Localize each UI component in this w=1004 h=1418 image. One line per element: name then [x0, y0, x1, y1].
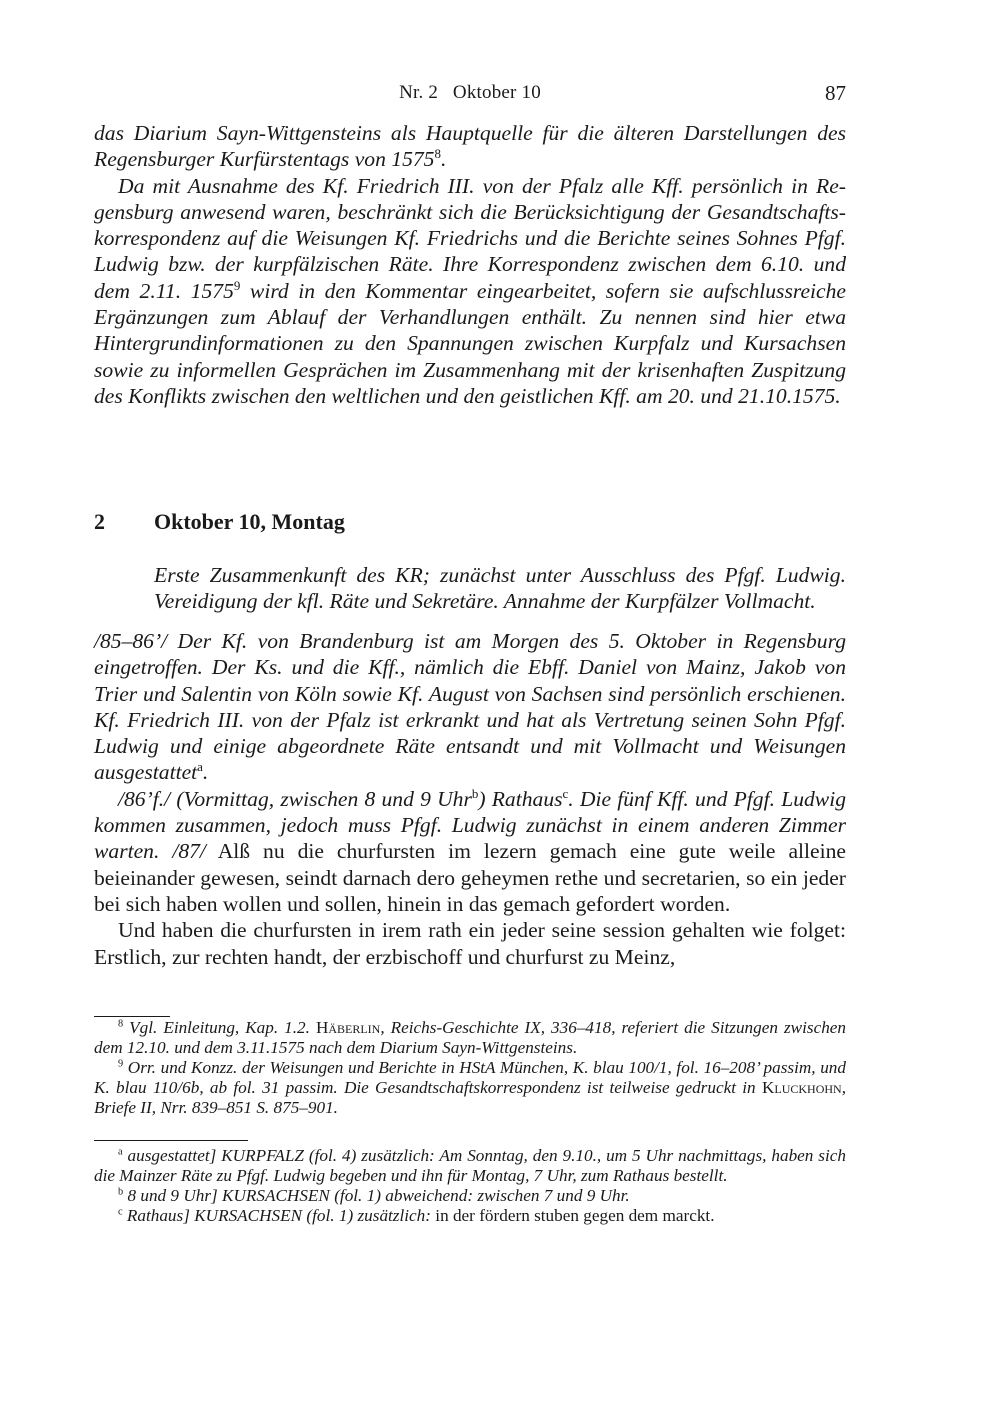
footnote-marker-8: 8 [118, 1018, 124, 1030]
footnote-separator-numeric [94, 1016, 170, 1017]
footnote-9-text-a: Orr. und Konzz. der Weisungen und Berichte in HStA München, K. blau 100/1, fol. 16–208’ passim, und K. blau 110/6b, ab fol. 31 passim. Die Gesandtschaftskorrespondenz ist teilweise gedruckt in [94, 1058, 846, 1097]
document-number: 2 [94, 509, 105, 534]
footnote-marker-b: b [118, 1186, 124, 1198]
intro-paragraph-1-end: . [440, 147, 447, 172]
intro-paragraph-2-text-b: wird in den Kommentar eingearbeitet, sofern sie aufschlussreiche Ergänzungen zum Ablauf der Verhandlungen enthält. Zu nennen sind hier etwa Hintergrundinformationen zu den Spannungen zwischen Kurpfalz und Kursachsen sowie zu informellen Gesprächen im Zusammenhang mit der krisenhaften Zuspitzung des Konflikts zwischen den weltlichen und den geistlichen Kff. am 20. und 21.10.1575. [94, 278, 846, 408]
footnote-b [94, 1186, 846, 1206]
footnote-b-text: 8 und 9 Uhr] KURSACHSEN (fol. 1) abweichend: zwischen 7 und 9 Uhr. [127, 1186, 630, 1205]
body-paragraph-1 [94, 628, 846, 786]
document-title: Oktober 10, Montag [154, 509, 345, 534]
footnote-9-text-b: , Briefe II, Nrr. 839–851 S. 875–901. [94, 1078, 846, 1117]
intro-paragraph-2-text-a: Da mit Ausnahme des Kf. Friedrich III. von der Pfalz alle Kff. persönlich in Regensburg anwesend waren, beschränkt sich die Berücksichtigung der Gesandtschaftskorrespondenz auf die Weisungen Kf. Friedrichs und die Berichte seines Sohnes Pfgf. Ludwig bzw. der kurpfälzischen Räte. Ihre Korrespondenz zwischen dem 6.10. und dem 2.11. 1575 [94, 173, 846, 303]
footnote-marker-a: a [118, 1146, 123, 1158]
footnotes-textual [94, 1146, 846, 1226]
footnote-marker-9: 9 [118, 1058, 124, 1070]
footnotes-numeric [94, 1018, 846, 1118]
footnote-separator-textual [94, 1140, 248, 1141]
running-head-title: Nr. 2 Oktober 10 [399, 82, 541, 103]
body-paragraph-2 [94, 786, 846, 917]
footnote-8-author: Häberlin [315, 1018, 381, 1037]
footnote-c-source-text: in der fördern stuben gegen dem marckt. [431, 1206, 715, 1225]
footnote-ref-8[interactable]: 8 [434, 146, 441, 162]
footnote-8-text-b: , Reichs-Geschichte IX, 336–418, referiert die Sitzungen zwischen dem 12.10. und dem 3.11.1575 nach dem Diarium Sayn-Wittgensteins. [94, 1018, 847, 1057]
document-summary: Erste Zusammenkunft des KR; zunächst unter Ausschluss des Pfgf. Ludwig. Vereidigung der kfl. Räte und Sekretäre. Annahme der Kurpfälzer Vollmacht. [154, 563, 846, 614]
body-paragraph-2-italic-3: . Die fünf Kff. und Pfgf. Ludwig kommen zusammen, jedoch muss Pfgf. Ludwig zunächst in einem anderen Zimmer warten. /87/ [94, 786, 846, 864]
footnote-a [94, 1146, 846, 1186]
footnote-9-author: Kluckhohn [761, 1078, 842, 1097]
footnote-c-text: Rathaus] KURSACHSEN (fol. 1) zusätzlich: [126, 1206, 431, 1225]
body-paragraph-1-end: . [202, 760, 209, 785]
footnote-ref-c[interactable]: c [562, 785, 569, 801]
footnote-ref-9[interactable]: 9 [233, 277, 241, 293]
page-number: 87 [825, 81, 846, 105]
intro-paragraph-2 [94, 173, 846, 410]
footnote-c [94, 1206, 846, 1226]
footnote-marker-c: c [118, 1206, 123, 1218]
intro-paragraph-1 [94, 120, 846, 173]
footnote-ref-b[interactable]: b [471, 785, 479, 801]
body-paragraph-2-source-text: Alß nu die churfursten im lezern gemach eine gute weile alleine beieinander gewesen, seindt darnach dero geheymen rethe und secretarien, so ein jeder bei sich haben wollen und sollen, hinein in das gemach gefordert worden. [94, 839, 847, 916]
footnote-ref-a[interactable]: a [197, 759, 203, 775]
document-body [94, 628, 846, 970]
body-paragraph-2-italic-2: ) Rathaus [478, 786, 563, 811]
running-head [94, 80, 846, 106]
body-paragraph-2-italic-1: /86’f./ (Vormittag, zwischen 8 und 9 Uhr [118, 786, 472, 811]
footnote-9 [94, 1058, 846, 1118]
body-paragraph-3: Und haben die churfursten in irem rath ein jeder seine session gehalten wie folget: Erstlich, zur rechten handt, der erzbischoff und churfurst zu Meinz, [94, 918, 846, 969]
footnote-8-text-a: Vgl. Einleitung, Kap. 1.2. [129, 1018, 316, 1037]
footnote-8 [94, 1018, 846, 1058]
intro-paragraph-1-text: das Diarium Sayn-Wittgensteins als Hauptquelle für die älteren Darstellungen des Regensburger Kurfürstentags von 1575 [94, 121, 846, 172]
footnote-a-text: ausgestattet] KURPFALZ (fol. 4) zusätzlich: Am Sonntag, den 9.10., um 5 Uhr nachmittags, haben sich die Mainzer Räte zu Pfgf. Ludwig begeben und ihn für Montag, 7 Uhr, zum Rathaus bestellt. [94, 1146, 846, 1185]
body-paragraph-1-text: /85–86’/ Der Kf. von Brandenburg ist am Morgen des 5. Oktober in Regensburg eingetroffen. Der Ks. und die Kff., nämlich die Ebff. Daniel von Mainz, Jakob von Trier und Salentin von Köln sowie Kf. August von Sachsen sind persönlich erschienen. Kf. Friedrich III. von der Pfalz ist erkrankt und hat als Vertretung seinen Sohn Pfgf. Ludwig und einige abgeordnete Räte entsandt und mit Vollmacht und Weisungen ausgestattet [94, 629, 846, 785]
introduction-text [94, 120, 846, 409]
